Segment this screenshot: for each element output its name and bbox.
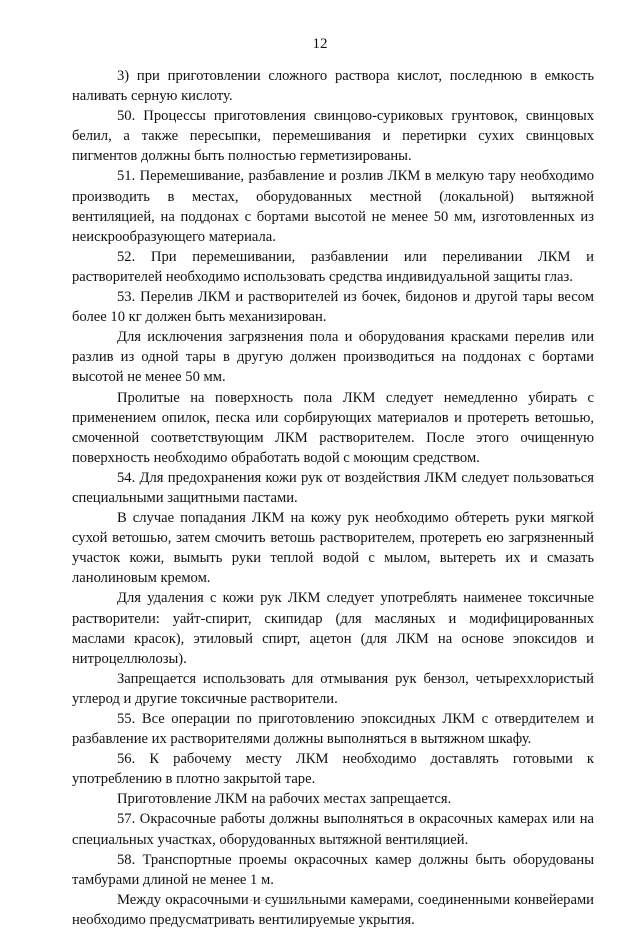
paragraph-item-50: 50. Процессы приготовления свинцово-суриковых грунтовок, свинцовых белил, а также пересыпки, перемешивания и перетирки сухих свинцовых пигментов должны быть полностью герметизированы. bbox=[72, 108, 594, 165]
paragraph-item-3: 3) при приготовлении сложного раствора кислот, последнюю в емкость наливать серную кислоту. bbox=[72, 68, 594, 105]
paragraph-item-53-spill-prevention: Для исключения загрязнения пола и оборудования красками перелив или разлив из одной тары в другую должен производиться на поддонах с бортами высотой не менее 50 мм. bbox=[72, 329, 594, 386]
paragraph-item-58: 58. Транспортные проемы окрасочных камер должны быть оборудованы тамбурами длиной не менее 1 м. bbox=[72, 851, 594, 888]
paragraph-item-54-prohibited: Запрещается использовать для отмывания рук бензол, четыреххлористый углерод и другие токсичные растворители. bbox=[72, 670, 594, 707]
paragraph-item-51: 51. Перемешивание, разбавление и розлив ЛКМ в мелкую тару необходимо производить в местах, оборудованных местной (локальной) вытяжной вентиляцией, на поддонах с бортами высотой не менее 50 мм, изготовленных из неискрообразующего материала. bbox=[72, 168, 594, 245]
paragraph-item-55: 55. Все операции по приготовлению эпоксидных ЛКМ с отвердителем и разбавление их растворителями должны выполняться в вытяжном шкафу. bbox=[72, 711, 594, 748]
scan-artifact bbox=[250, 900, 310, 902]
paragraph-item-53-spill-cleanup: Пролитые на поверхность пола ЛКМ следует немедленно убирать с применением опилок, песка или сорбирующих материалов и протереть ветошью, смоченной соответствующим ЛКМ растворителем. После этого очищенную поверхность необходимо обработать водой с моющим средством. bbox=[72, 389, 594, 466]
paragraph-item-58-shelters: Между окрасочными и сушильными камерами, соединенными конвейерами необходимо предусматривать вентилируемые укрытия. bbox=[72, 891, 594, 928]
page-number: 12 bbox=[312, 36, 328, 52]
paragraph-item-54-solvents: Для удаления с кожи рук ЛКМ следует употреблять наименее токсичные растворители: уайт-спирит, скипидар (для масляных и модифицированных маслами красок), этиловый спирт, ацетон (для ЛКМ на основе эпоксидов и нитроцеллюлозы). bbox=[72, 590, 594, 667]
document-body bbox=[72, 66, 594, 930]
paragraph-item-56-prohibition: Приготовление ЛКМ на рабочих местах запрещается. bbox=[117, 791, 452, 808]
paragraph-item-56: 56. К рабочему месту ЛКМ необходимо доставлять готовыми к употреблению в плотно закрытой таре. bbox=[72, 751, 594, 788]
paragraph-item-57: 57. Окрасочные работы должны выполняться в окрасочных камерах или на специальных участках, оборудованных вытяжной вентиляцией. bbox=[72, 811, 594, 848]
paragraph-item-53: 53. Перелив ЛКМ и растворителей из бочек, бидонов и другой тары весом более 10 кг должен быть механизирован. bbox=[72, 289, 594, 326]
paragraph-item-54-skin-contact: В случае попадания ЛКМ на кожу рук необходимо обтереть руки мягкой сухой ветошью, затем смочить ветошь растворителем, протереть ею загрязненный участок кожи, вымыть руки теплой водой с мылом, вытереть их и смазать ланолиновым кремом. bbox=[72, 510, 594, 587]
paragraph-item-54: 54. Для предохранения кожи рук от воздействия ЛКМ следует пользоваться специальными защитными пастами. bbox=[72, 469, 594, 506]
paragraph-item-52: 52. При перемешивании, разбавлении или переливании ЛКМ и растворителей необходимо использовать средства индивидуальной защиты глаз. bbox=[72, 248, 594, 285]
